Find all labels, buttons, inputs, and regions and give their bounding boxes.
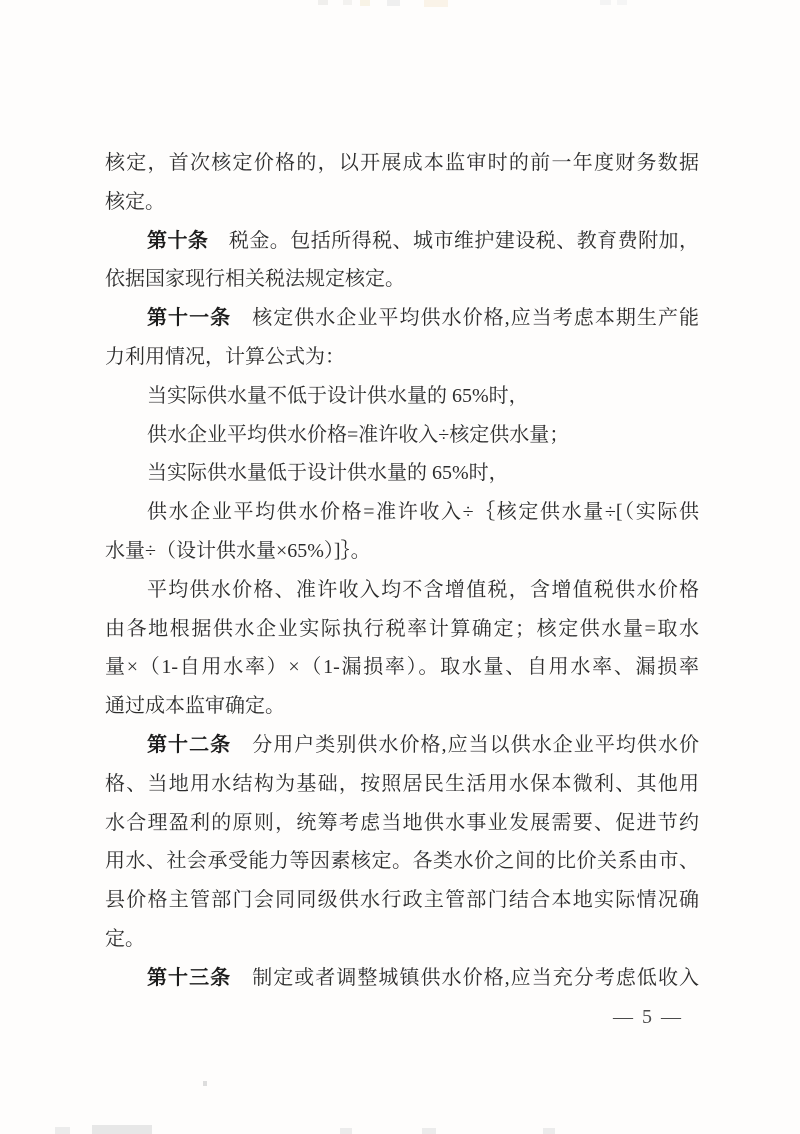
text-segment: 定。 bbox=[105, 927, 145, 950]
text-line bbox=[105, 610, 699, 649]
text-line bbox=[105, 765, 699, 804]
text-segment: 供水企业平均供水价格=准许收入÷核定供水量； bbox=[147, 423, 570, 446]
text-line bbox=[105, 260, 699, 299]
text-line bbox=[105, 222, 699, 261]
text-line bbox=[105, 183, 699, 222]
text-line bbox=[105, 920, 699, 959]
scan-smudge bbox=[543, 1128, 555, 1134]
scan-smudge bbox=[422, 1128, 436, 1134]
scan-smudge bbox=[340, 1128, 352, 1134]
text-line bbox=[105, 338, 699, 377]
text-segment: 县价格主管部门会同同级供水行政主管部门结合本地实际情况确 bbox=[105, 889, 699, 912]
article-number: 第十二条 bbox=[147, 733, 232, 756]
text-line bbox=[105, 532, 699, 571]
text-segment: 核定供水企业平均供水价格,应当考虑本期生产能 bbox=[231, 307, 699, 330]
text-segment: 核定。 bbox=[105, 190, 165, 213]
text-segment: 水量÷（设计供水量×65%）]｝。 bbox=[105, 539, 371, 562]
text-line bbox=[105, 454, 699, 493]
scan-smudge bbox=[92, 1125, 152, 1134]
scan-smudge bbox=[600, 0, 611, 5]
text-line bbox=[105, 144, 699, 183]
text-line bbox=[105, 687, 699, 726]
scan-smudge bbox=[55, 1127, 70, 1134]
scan-smudge bbox=[318, 0, 328, 5]
scan-smudge bbox=[424, 0, 448, 7]
text-segment: 当实际供水量不低于设计供水量的 65%时， bbox=[147, 384, 529, 407]
text-segment: 力利用情况，计算公式为： bbox=[105, 345, 345, 368]
article-number: 第十条 bbox=[147, 229, 209, 252]
text-segment: 由各地根据供水企业实际执行税率计算确定；核定供水量=取水 bbox=[105, 617, 699, 640]
scan-smudge bbox=[360, 0, 370, 6]
article-number: 第十一条 bbox=[147, 307, 232, 330]
text-segment: 制定或者调整城镇供水价格,应当充分考虑低收入 bbox=[231, 966, 699, 989]
text-line bbox=[105, 377, 699, 416]
text-line bbox=[105, 881, 699, 920]
text-segment: 平均供水价格、准许收入均不含增值税，含增值税供水价格 bbox=[147, 578, 699, 601]
text-segment: 依据国家现行相关税法规定核定。 bbox=[105, 268, 405, 291]
scan-smudge bbox=[387, 0, 400, 6]
scan-smudge bbox=[343, 0, 352, 5]
scan-smudge bbox=[617, 0, 627, 5]
article-number: 第十三条 bbox=[147, 966, 232, 989]
text-segment: 核定，首次核定价格的，以开展成本监审时的前一年度财务数据 bbox=[105, 152, 699, 174]
text-line bbox=[105, 726, 699, 765]
text-line bbox=[105, 416, 699, 455]
text-line bbox=[105, 299, 699, 338]
text-segment: 税金。包括所得税、城市维护建设税、教育费附加， bbox=[208, 229, 699, 252]
text-line bbox=[105, 842, 699, 881]
text-line bbox=[105, 648, 699, 687]
text-segment: 格、当地用水结构为基础，按照居民生活用水保本微利、其他用 bbox=[105, 772, 699, 795]
text-segment: 量×（1-自用水率）×（1-漏损率）。取水量、自用水率、漏损率 bbox=[105, 656, 699, 679]
text-line bbox=[105, 959, 699, 998]
text-segment: 分用户类别供水价格,应当以供水企业平均供水价 bbox=[231, 733, 699, 756]
scan-smudge bbox=[203, 1081, 207, 1086]
text-line bbox=[105, 493, 699, 532]
body-text bbox=[105, 144, 699, 998]
text-segment: 通过成本监审确定。 bbox=[105, 695, 285, 718]
text-segment: 当实际供水量低于设计供水量的 65%时， bbox=[147, 462, 509, 485]
text-line bbox=[105, 571, 699, 610]
text-segment: 供水企业平均供水价格=准许收入÷｛核定供水量÷[（实际供 bbox=[147, 501, 699, 524]
page-number: — 5 — bbox=[613, 1006, 683, 1028]
text-segment: 用水、社会承受能力等因素核定。各类水价之间的比价关系由市、 bbox=[105, 850, 699, 873]
text-segment: 水合理盈利的原则，统筹考虑当地供水事业发展需要、促进节约 bbox=[105, 811, 699, 834]
text-line bbox=[105, 804, 699, 843]
